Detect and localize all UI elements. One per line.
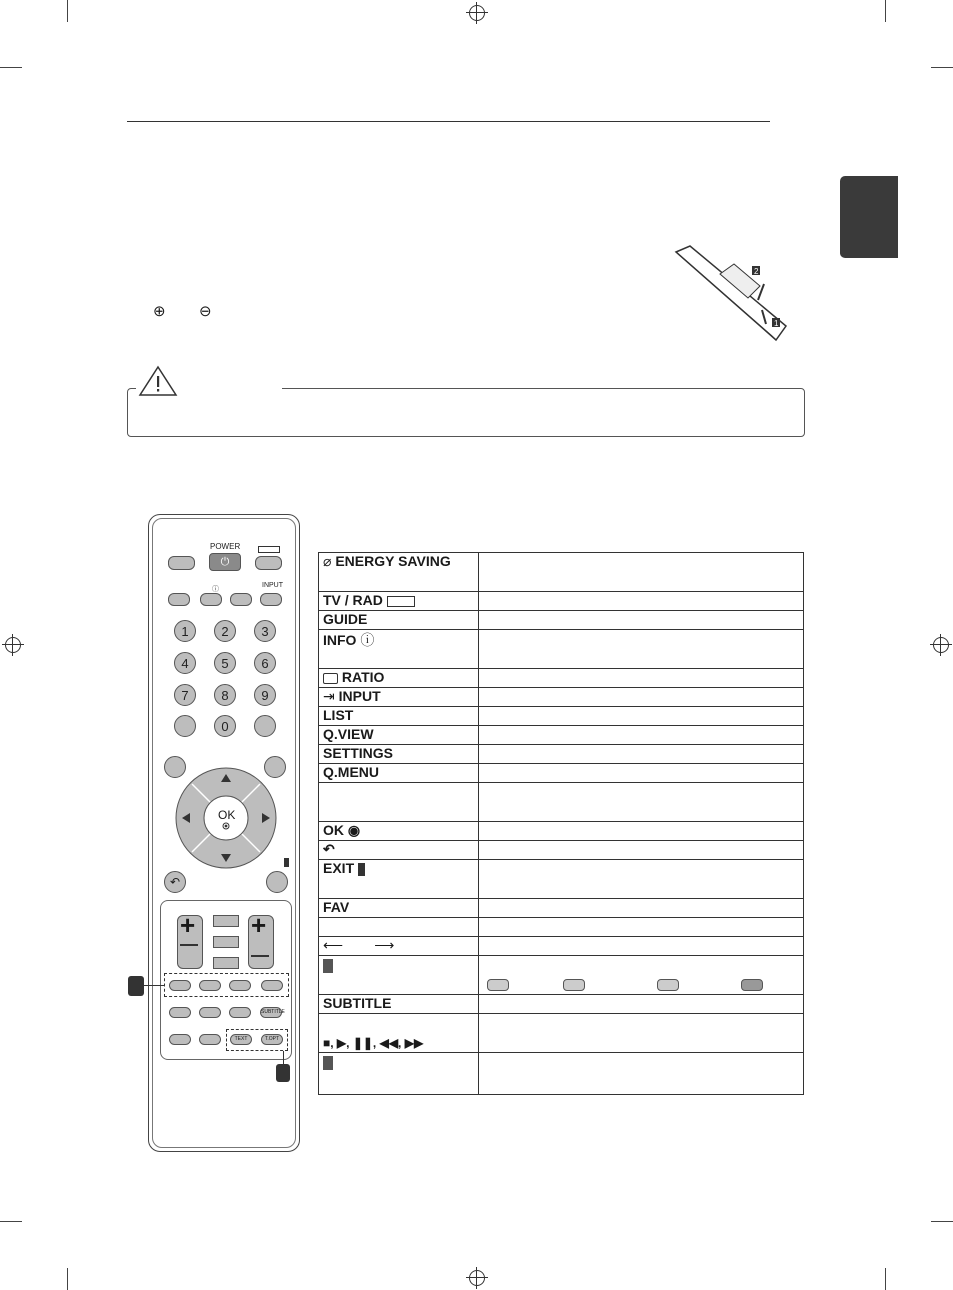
battery-plus-icon: ⊕ <box>153 303 166 320</box>
ratio-side-button[interactable] <box>213 936 239 948</box>
teletext-marker-icon <box>323 1056 333 1070</box>
tv-radio-icon <box>258 546 280 553</box>
mute-button[interactable] <box>213 957 239 969</box>
page-arrows-icon: ⟵ ⟶ <box>323 937 395 953</box>
green-button-icon <box>563 979 585 991</box>
table-row: LIST <box>319 707 804 726</box>
crop-mark <box>885 0 886 22</box>
registration-mark-icon <box>5 637 21 653</box>
crop-mark <box>0 1221 22 1222</box>
number-button-0[interactable]: 0 <box>214 715 236 737</box>
header-rule <box>127 121 770 122</box>
color-buttons-marker-icon <box>323 959 333 973</box>
exit-button[interactable] <box>266 871 288 893</box>
number-button-1[interactable]: 1 <box>174 620 196 642</box>
number-button-2[interactable]: 2 <box>214 620 236 642</box>
crop-mark <box>67 1268 68 1290</box>
back-button[interactable] <box>164 871 186 893</box>
ok-icon: ◉ <box>347 822 361 838</box>
table-row: Q.VIEW <box>319 726 804 745</box>
green-button[interactable] <box>199 980 221 991</box>
tv-rad-button[interactable] <box>255 556 282 570</box>
table-row <box>319 956 804 995</box>
ok-button-label: OK <box>218 808 236 822</box>
exit-icon <box>358 863 365 876</box>
table-row: SETTINGS <box>319 745 804 764</box>
table-row: RATIO <box>319 669 804 688</box>
warning-icon <box>138 365 178 397</box>
input-button[interactable] <box>260 593 282 606</box>
crop-mark <box>0 67 22 68</box>
number-button-5[interactable]: 5 <box>214 652 236 674</box>
power-icon: ⏻ <box>220 556 230 568</box>
number-button-3[interactable]: 3 <box>254 620 276 642</box>
number-button-7[interactable]: 7 <box>174 684 196 706</box>
info-button[interactable] <box>200 593 222 606</box>
table-row: TV / RAD <box>319 592 804 611</box>
q-view-button[interactable] <box>254 715 276 737</box>
t-opt-button[interactable]: T.OPT <box>261 1034 283 1045</box>
crop-mark <box>885 1268 886 1290</box>
playback-controls-icon: ■, ▶, ❚❚, ◀◀, ▶▶ <box>323 1036 424 1050</box>
table-row: GUIDE <box>319 611 804 630</box>
crop-mark <box>67 0 68 22</box>
ratio-icon <box>323 673 338 684</box>
volume-plus-icon: + <box>180 910 196 940</box>
table-row: ⌀ ENERGY SAVING <box>319 553 804 592</box>
registration-mark-icon <box>933 637 949 653</box>
fast-forward-button[interactable] <box>199 1034 221 1045</box>
exit-icon <box>284 858 289 867</box>
table-row: FAV <box>319 899 804 918</box>
table-row <box>319 1053 804 1095</box>
table-row: INFO ⓘ <box>319 630 804 669</box>
play-button[interactable] <box>199 1007 221 1018</box>
guide-button[interactable] <box>168 593 190 606</box>
back-icon: ↶ <box>323 841 335 857</box>
number-button-9[interactable]: 9 <box>254 684 276 706</box>
registration-mark-icon <box>469 1270 485 1286</box>
programme-minus-icon <box>251 955 269 957</box>
crop-mark <box>931 1221 953 1222</box>
table-row: Q.MENU <box>319 764 804 783</box>
table-row: ⇥ INPUT <box>319 688 804 707</box>
registration-mark-icon <box>469 5 485 21</box>
back-icon: ↶ <box>169 875 181 889</box>
table-row: SUBTITLE <box>319 995 804 1014</box>
pause-button[interactable] <box>229 1007 251 1018</box>
caution-box <box>127 388 805 437</box>
stop-button[interactable] <box>169 1007 191 1018</box>
svg-text:2: 2 <box>754 267 759 276</box>
table-row: EXIT <box>319 860 804 899</box>
red-button-icon <box>487 979 509 991</box>
text-button[interactable]: TEXT <box>230 1034 252 1045</box>
table-row <box>319 918 804 937</box>
yellow-button[interactable] <box>229 980 251 991</box>
blue-button-icon <box>741 979 763 991</box>
table-row <box>319 783 804 822</box>
power-button[interactable] <box>209 553 241 571</box>
tv-radio-icon <box>387 596 415 607</box>
info-icon: ⓘ <box>360 632 375 648</box>
svg-text:1: 1 <box>774 319 779 328</box>
crop-mark <box>931 67 953 68</box>
subtitle-button[interactable]: SUBTITLE <box>260 1007 282 1018</box>
yellow-button-icon <box>657 979 679 991</box>
chapter-tab <box>840 176 898 258</box>
input-icon: ⇥ <box>323 688 335 704</box>
battery-minus-icon: ⊖ <box>199 303 212 320</box>
blue-button[interactable] <box>261 980 283 991</box>
table-row: OK ◉ <box>319 822 804 841</box>
programme-plus-icon: + <box>251 910 267 940</box>
callout-marker-a <box>128 976 144 996</box>
power-label: POWER <box>210 542 241 551</box>
table-row <box>319 841 804 860</box>
red-button[interactable] <box>169 980 191 991</box>
volume-minus-icon <box>180 944 198 946</box>
table-row <box>319 1014 804 1053</box>
input-label: INPUT <box>262 582 283 589</box>
energy-saving-icon: ⌀ <box>323 553 336 569</box>
energy-saving-button[interactable] <box>168 556 195 570</box>
number-button-6[interactable]: 6 <box>254 652 276 674</box>
ratio-button[interactable] <box>230 593 252 606</box>
number-button-4[interactable]: 4 <box>174 652 196 674</box>
info-icon: ⓘ <box>212 586 219 593</box>
table-row <box>319 937 804 956</box>
callout-marker-b <box>276 1064 290 1082</box>
button-reference-table <box>318 552 804 1095</box>
fav-button[interactable] <box>213 915 239 927</box>
list-button[interactable] <box>174 715 196 737</box>
number-button-8[interactable]: 8 <box>214 684 236 706</box>
rewind-button[interactable] <box>169 1034 191 1045</box>
battery-cover-illustration <box>668 244 790 344</box>
